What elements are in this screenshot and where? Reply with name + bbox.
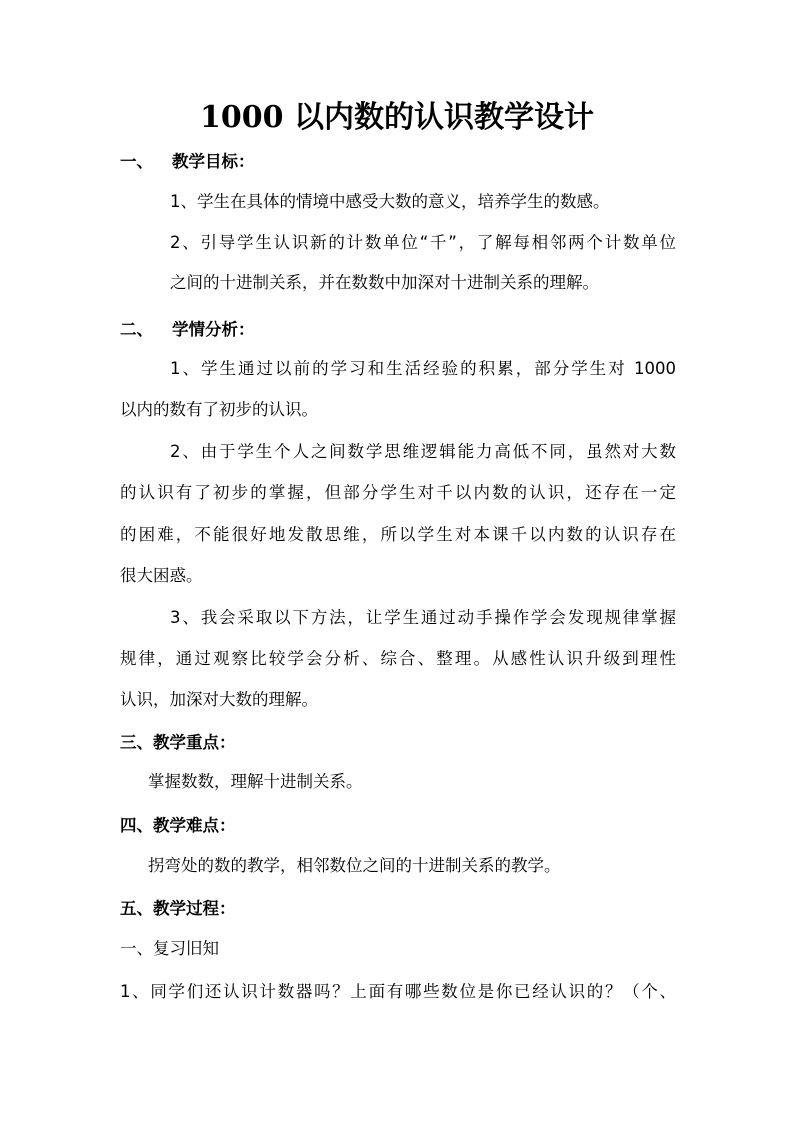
paragraph-line: 之间的十进制关系，并在数数中加深对十进制关系的理解。 bbox=[170, 273, 599, 292]
section-heading-text: 学情分析： bbox=[172, 320, 255, 339]
paragraph-line: 1、学生通过以前的学习和生活经验的积累，部分学生对 1000 bbox=[170, 359, 676, 378]
section-heading-difficulties: 四、教学难点： bbox=[120, 816, 236, 835]
section-heading-process: 五、教学过程： bbox=[120, 899, 236, 918]
section-number: 一、 bbox=[120, 152, 153, 171]
paragraph-line: 2、由于学生个人之间数学思维逻辑能力高低不同，虽然对大数 bbox=[170, 442, 676, 461]
subsection-heading: 一、复习旧知 bbox=[120, 939, 219, 958]
paragraph-line: 2、引导学生认识新的计数单位“千”，了解每相邻两个计数单位 bbox=[170, 233, 676, 252]
paragraph-line: 规律，通过观察比较学会分析、综合、整理。从感性认识升级到理性 bbox=[120, 649, 676, 668]
paragraph-line: 的困难，不能很好地发散思维，所以学生对本课千以内数的认识存在 bbox=[120, 525, 676, 544]
paragraph-line: 3、我会采取以下方法，让学生通过动手操作学会发现规律掌握 bbox=[170, 608, 676, 627]
paragraph-line: 1、学生在具体的情境中感受大数的意义，培养学生的数感。 bbox=[170, 192, 610, 211]
paragraph-line: 很大困惑。 bbox=[120, 566, 203, 585]
section-heading-objectives bbox=[120, 150, 255, 174]
document-title: 1000 以内数的认识教学设计 bbox=[200, 100, 594, 135]
paragraph-line: 拐弯处的数的教学，相邻数位之间的十进制关系的教学。 bbox=[148, 856, 561, 875]
paragraph-line: 的认识有了初步的掌握，但部分学生对千以内数的认识，还存在一定 bbox=[120, 483, 676, 502]
paragraph-line: 以内的数有了初步的认识。 bbox=[120, 400, 318, 419]
paragraph-line: 掌握数数，理解十进制关系。 bbox=[148, 772, 363, 791]
section-heading-text: 教学目标： bbox=[172, 152, 255, 171]
section-heading-analysis bbox=[120, 318, 255, 342]
paragraph-line: 1、同学们还认识计数器吗？上面有哪些数位是你已经认识的？（个、 bbox=[120, 982, 676, 1001]
section-number: 二、 bbox=[120, 320, 153, 339]
paragraph-line: 认识，加深对大数的理解。 bbox=[120, 690, 318, 709]
section-heading-key-points: 三、教学重点： bbox=[120, 733, 236, 752]
